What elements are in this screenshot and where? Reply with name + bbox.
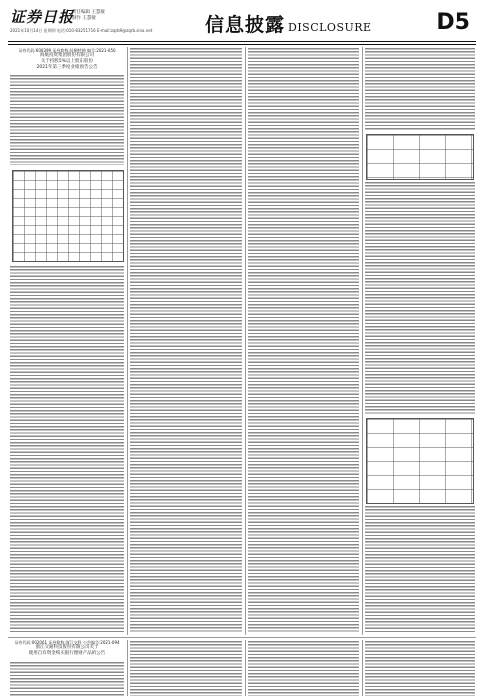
column-divider — [127, 47, 128, 635]
body-text — [248, 641, 359, 696]
body-text — [130, 48, 242, 632]
dateline: 2021年10月14日 星期四 电话:010-83251716 E-mail:zqrb9@zqrb.sina.net — [10, 28, 153, 33]
newspaper-logo: 证券日报 — [10, 8, 75, 26]
editor-credits: 责任编辑 王慧敏 制作 王慧敏 — [72, 10, 105, 21]
notice-title-line1: 关于持股5%以上股东股份 — [40, 59, 94, 64]
masthead-rule-thin — [8, 44, 476, 45]
column-divider — [245, 640, 246, 696]
masthead-rule — [8, 41, 476, 42]
notice-title-line1: 使用自有资金购买银行理财产品的公告 — [28, 651, 106, 656]
notice-header-bottom-left — [10, 640, 124, 657]
column-divider — [245, 47, 246, 635]
body-text — [365, 48, 475, 130]
column-divider — [362, 47, 363, 635]
notice-code: 证券代码:600399 证券简称:抚顺特钢 编号:2021-050 — [18, 48, 116, 53]
body-text — [365, 641, 475, 696]
section-title-en: DISCLOSURE — [288, 21, 372, 34]
body-text — [365, 182, 475, 414]
body-text — [10, 662, 124, 696]
body-text — [248, 48, 359, 632]
section-title — [205, 10, 372, 37]
notice-header-top-left — [10, 48, 124, 71]
body-text — [10, 266, 124, 632]
body-text — [365, 506, 475, 632]
notice-company: 海航投资集团股份有限公司 — [40, 53, 94, 58]
page-number: D5 — [436, 10, 470, 35]
notice-title-line2: 2021年第三季度业绩预告公告 — [36, 65, 98, 70]
section-title-cn: 信息披露 — [205, 14, 286, 36]
data-table — [366, 418, 474, 504]
column-divider — [127, 640, 128, 696]
body-text — [130, 641, 242, 696]
body-text — [10, 75, 124, 165]
notice-company: 浙江交通科技股份有限公司关于 — [35, 645, 99, 650]
data-table — [366, 134, 474, 180]
masthead — [0, 0, 484, 44]
section-divider — [8, 637, 476, 638]
notice-code: 证券代码:002061 证券简称:浙江交科 公告编号:2021-094 — [14, 640, 120, 645]
column-divider — [362, 640, 363, 696]
data-table — [12, 170, 124, 262]
